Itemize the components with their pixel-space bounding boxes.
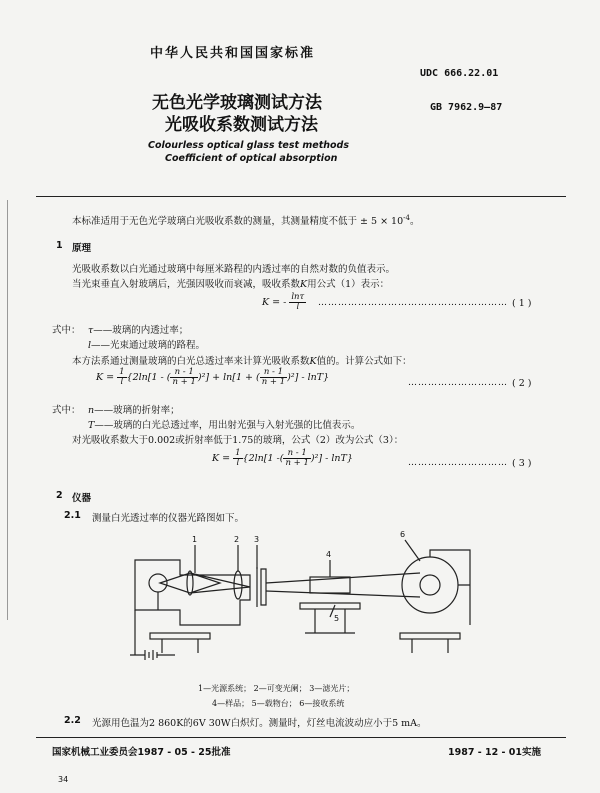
where1-tau [88,322,188,336]
source-table-top [150,633,210,639]
sub21-text: 测量白光透过率的仪器光路图如下。 [92,513,245,524]
intro-end: 。 [409,216,420,227]
standard-type: 中华人民共和国国家标准 [150,46,316,61]
eq3-frac [283,449,310,468]
sub22-number: 2.2 [64,715,81,726]
caption-line1: 1—光源系统； 2—可变光阑； 3—滤光片； [198,684,355,693]
page-number: 34 [58,775,69,784]
eq3-lhs: K = [212,453,231,464]
receiver-table-legs [412,639,448,653]
p3-a: 本方法系通过测量玻璃的白光总透过率来计算光吸收系数 [72,356,310,367]
intro-exponent: -4 [403,213,410,222]
where1-label: 式中： [52,325,81,336]
tau-text: ——玻璃的内透过率； [93,325,189,336]
effective-date: 1987 - 12 - 01实施 [448,747,541,758]
l-symbol: l [88,340,92,351]
p3-k: K [309,356,317,367]
eq3-l: l [236,458,240,468]
eq2-body-b: )²] + ln[1 + ( [197,372,260,383]
eq2-number: ( 2 ) [512,378,532,389]
gb-code: GB 7962.9—87 [430,102,503,113]
eq3-body-b: )²] - lnT} [310,453,353,464]
eq2-frac1-den: n + 1 [172,377,196,387]
tau-symbol: τ [88,325,94,336]
eq2-leader: ………………………… [408,378,508,388]
eq2-l: l [120,377,124,387]
eq2-one-over-l [117,368,126,387]
eq3-leader: ………………………… [408,458,508,468]
approval-line: 国家机械工业委员会1987 - 05 - 25批准 [52,747,231,758]
eq2-body-c: )²] - lnT} [287,372,330,383]
l-text: ——光束通过玻璃的路程。 [91,340,206,351]
diagram-label-5: 5 [334,614,340,623]
sample-stage-legs [305,609,355,633]
where2-label: 式中： [52,405,81,416]
filter-plate [261,569,266,605]
where1-l [88,337,205,351]
eq2-lhs: K = [96,372,115,383]
equation-1 [262,293,306,312]
eq2-one: 1 [119,367,125,377]
diagram-label-4: 4 [326,550,332,559]
p2-b: 用公式（1）表示： [307,279,390,290]
optical-path-diagram [120,525,500,675]
lamp-bulb [149,574,167,592]
section1-p4: 对光吸收系数大于0.002或折射率低于1.75的玻璃，公式（2）改为公式（3）： [72,435,404,446]
eq1-lhs: K = - [262,297,287,308]
eq2-body-a: {2ln[1 - ( [126,372,171,383]
diagram-label-2: 2 [234,535,240,544]
eq3-one: 1 [235,448,241,458]
sub22-text: 光源用色温为2 860K的6V 30W白炽灯。测量时，灯丝电流波动应小于5 mA。 [92,718,427,729]
eq3-body-a: {2ln[1 -( [242,453,284,464]
scan-edge-line [7,200,8,620]
eq1-fraction [289,293,306,312]
section2-number: 2 [56,490,63,501]
diagram-label-3: 3 [254,535,260,544]
eq1-num: lnτ [291,292,305,302]
udc-code: UDC 666.22.01 [420,68,499,79]
section1-p2 [72,276,389,290]
eq1-den: l [296,302,300,312]
source-table-legs [162,639,198,653]
p3-b: 值的。计算公式如下： [316,356,412,367]
battery-symbol [130,650,175,660]
section1-number: 1 [56,240,63,251]
t-text: ——玻璃的白光总透过率，用出射光强与入射光强的比值表示。 [94,420,361,431]
n-text: ——玻璃的折射率； [94,405,180,416]
eq2-frac-1 [170,368,197,387]
eq3-one-over-l [233,449,242,468]
eq2-frac1-num: n - 1 [170,368,197,378]
section2-title: 仪器 [72,493,92,504]
footer-rule [36,737,566,738]
sub21-number: 2.1 [64,510,81,521]
label-leaders [195,540,420,617]
eq1-number: ( 1 ) [512,298,532,309]
diagram-label-1: 1 [192,535,198,544]
section1-p3 [72,353,412,367]
eq3-frac-den: n + 1 [285,458,309,468]
receiver-detector [420,575,440,595]
equation-3 [212,449,353,468]
sample-stage-top [300,603,360,609]
intro-paragraph [72,213,419,227]
title-cn-line1: 无色光学玻璃测试方法 [152,93,322,113]
n-symbol: n [88,405,95,416]
receiver-table-top [400,633,460,639]
intro-text: 本标准适用于无色光学玻璃白光吸收系数的测量，其测量精度不低于 ± 5 × 10 [72,216,404,227]
eq1-leader: ………………………………………………… [318,298,508,308]
t-symbol: T [88,420,95,431]
section1-title: 原理 [72,243,92,254]
diagram-label-6: 6 [400,530,406,539]
eq3-number: ( 3 ) [512,458,532,469]
p2-k: K [300,279,308,290]
eq2-frac2-den: n + 1 [261,377,286,387]
section1-p1: 光吸收系数以白光通过玻璃中每厘米路程的内透过率的自然对数的负值表示。 [72,264,396,275]
equation-2 [96,368,329,387]
title-cn-line2: 光吸收系数测试方法 [165,115,318,135]
where2-n [88,402,180,416]
eq2-frac2-num: n - 1 [260,368,287,378]
source-beam [160,573,250,593]
header-rule [36,196,566,197]
caption-line2: 4—样品； 5—载物台； 6—接收系统 [212,699,345,708]
receiver-wiring [430,550,470,625]
title-en-line2: Coefficient of optical absorption [165,153,338,164]
where2-t [88,417,360,431]
eq3-frac-num: n - 1 [283,449,310,459]
p2-a: 当光束垂直入射玻璃后，光强因吸收而衰减，吸收系数 [72,279,301,290]
integrating-sphere [402,557,458,613]
title-en-line1: Colourless optical glass test methods [148,140,349,151]
eq2-frac-2 [260,368,287,387]
